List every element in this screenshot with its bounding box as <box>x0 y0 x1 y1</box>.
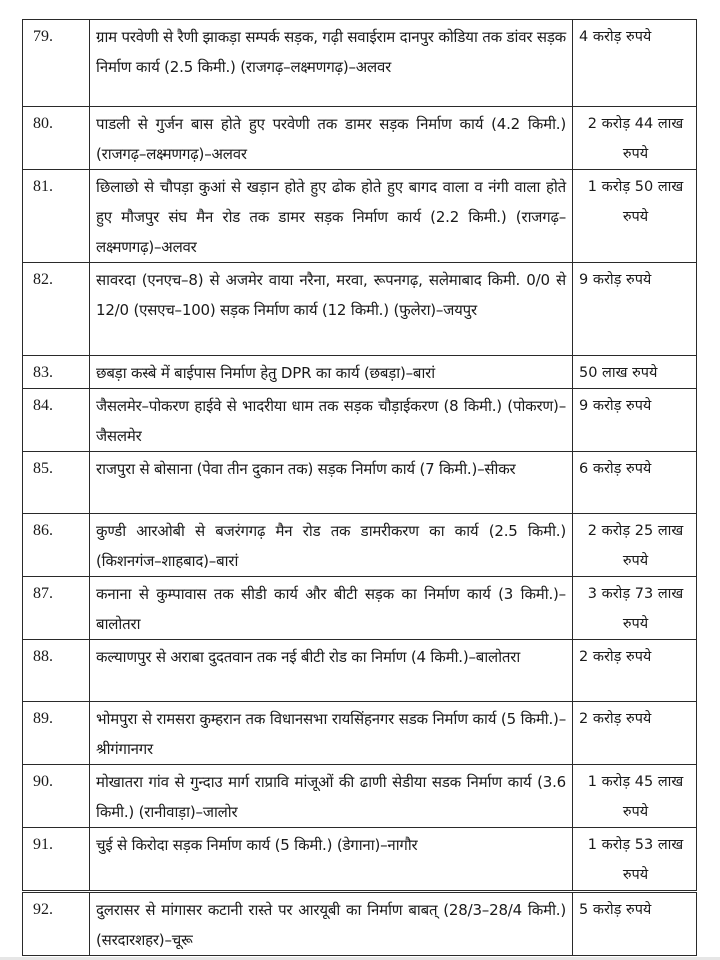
sanctioned-amount: 2 करोड़ 25 लाख रुपये <box>573 514 697 577</box>
row-number: 81. <box>23 170 90 263</box>
sanctioned-amount: 9 करोड़ रुपये <box>573 389 697 452</box>
table-row <box>23 892 697 956</box>
work-description: पाडली से गुर्जन बास होते हुए परवेणी तक डामर सड़क निर्माण कार्य (4.2 किमी.) (राजगढ़–लक्ष्मणगढ़)–अलवर <box>90 107 573 170</box>
table-row <box>23 577 697 640</box>
row-number: 79. <box>23 20 90 107</box>
work-description: जैसलमेर–पोकरण हाईवे से भादरीया धाम तक सड़क चौड़ाईकरण (8 किमी.) (पोकरण)–जैसलमेर <box>90 389 573 452</box>
row-number: 92. <box>23 892 90 956</box>
table-row <box>23 170 697 263</box>
sanctioned-amount: 4 करोड़ रुपये <box>573 20 697 107</box>
row-number: 82. <box>23 263 90 356</box>
work-description: ग्राम परवेणी से रैणी झाकड़ा सम्पर्क सड़क, गढ़ी सवाईराम दानपुर कोडिया तक डांवर सड़क निर्माण कार्य (2.5 किमी.) (राजगढ़–लक्ष्मणगढ़)–अलवर <box>90 20 573 107</box>
work-description: मोखातरा गांव से गुन्दाउ मार्ग राप्रावि मांजूओं की ढाणी सेडीया सडक निर्माण कार्य (3.6 किमी.) (रानीवाड़ा)–जालोर <box>90 765 573 828</box>
work-description: कल्याणपुर से अराबा दुदतवान तक नई बीटी रोड का निर्माण (4 किमी.)–बालोतरा <box>90 640 573 702</box>
table-row <box>23 702 697 765</box>
work-description: छिलाछो से चौपड़ा कुआं से खड़ान होते हुए ढोक होते हुए बागद वाला व नंगी वाला होते हुए मौजपुर संघ मैन रोड तक डामर सड़क निर्माण कार्य (2.2 किमी.) (राजगढ़–लक्ष्मणगढ़)–अलवर <box>90 170 573 263</box>
sanctioned-amount: 1 करोड़ 45 लाख रुपये <box>573 765 697 828</box>
work-description: छबड़ा कस्बे में बाईपास निर्माण हेतु DPR का कार्य (छबड़ा)–बारां <box>90 356 573 389</box>
row-number: 84. <box>23 389 90 452</box>
row-number: 86. <box>23 514 90 577</box>
table-row <box>23 452 697 514</box>
sanctioned-amount: 2 करोड़ 44 लाख रुपये <box>573 107 697 170</box>
work-description: चुई से किरोदा सड़क निर्माण कार्य (5 किमी.) (डेगाना)–नागौर <box>90 828 573 892</box>
table-row <box>23 640 697 702</box>
work-description: दुलरासर से मांगासर कटानी रास्ते पर आरयूबी का निर्माण बाबत् (28/3–28/4 किमी.) (सरदारशहर)–चूरू <box>90 892 573 956</box>
table-row <box>23 356 697 389</box>
sanctioned-amount: 3 करोड़ 73 लाख रुपये <box>573 577 697 640</box>
table-row <box>23 20 697 107</box>
work-description: सावरदा (एनएच–8) से अजमेर वाया नरैना, मरवा, रूपनगढ़, सलेमाबाद किमी. 0/0 से 12/0 (एसएच–100) सड़क निर्माण कार्य (12 किमी.) (फुलेरा)–जयपुर <box>90 263 573 356</box>
work-description: राजपुरा से बोसाना (पेवा तीन दुकान तक) सड़क निर्माण कार्य (7 किमी.)–सीकर <box>90 452 573 514</box>
row-number: 83. <box>23 356 90 389</box>
table-row <box>23 828 697 892</box>
row-number: 90. <box>23 765 90 828</box>
sanctioned-amount: 9 करोड़ रुपये <box>573 263 697 356</box>
table-row <box>23 765 697 828</box>
sanctioned-amount: 1 करोड़ 50 लाख रुपये <box>573 170 697 263</box>
sanctioned-amount: 6 करोड़ रुपये <box>573 452 697 514</box>
row-number: 80. <box>23 107 90 170</box>
row-number: 85. <box>23 452 90 514</box>
works-table-body <box>23 20 697 956</box>
works-table <box>22 19 697 956</box>
row-number: 91. <box>23 828 90 892</box>
sanctioned-amount: 2 करोड़ रुपये <box>573 640 697 702</box>
work-description: भोमपुरा से रामसरा कुम्हरान तक विधानसभा रायसिंहनगर सडक निर्माण कार्य (5 किमी.)–श्रीगंगानगर <box>90 702 573 765</box>
row-number: 89. <box>23 702 90 765</box>
table-row <box>23 263 697 356</box>
work-description: कनाना से कुम्पावास तक सीडी कार्य और बीटी सड़क का निर्माण कार्य (3 किमी.)–बालोतरा <box>90 577 573 640</box>
sanctioned-amount: 2 करोड़ रुपये <box>573 702 697 765</box>
sanctioned-amount: 5 करोड़ रुपये <box>573 892 697 956</box>
sanctioned-amount: 1 करोड़ 53 लाख रुपये <box>573 828 697 892</box>
row-number: 87. <box>23 577 90 640</box>
table-row <box>23 107 697 170</box>
work-description: कुण्डी आरओबी से बजरंगगढ़ मैन रोड तक डामरीकरण का कार्य (2.5 किमी.) (किशनगंज–शाहबाद)–बारां <box>90 514 573 577</box>
table-row <box>23 514 697 577</box>
row-number: 88. <box>23 640 90 702</box>
table-row <box>23 389 697 452</box>
sanctioned-amount: 50 लाख रुपये <box>573 356 697 389</box>
